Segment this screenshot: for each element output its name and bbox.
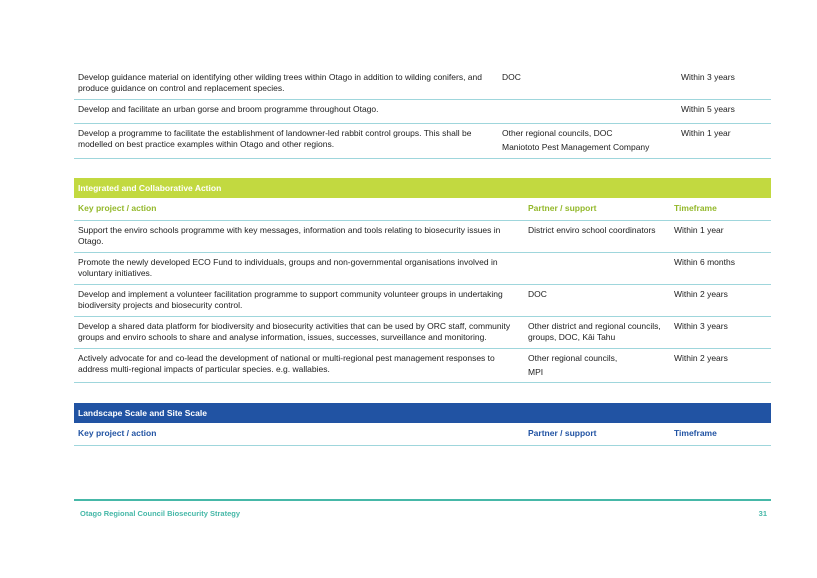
header-timeframe: Timeframe <box>674 428 717 438</box>
table-row <box>74 253 771 285</box>
timeframe-cell: Within 2 years <box>674 353 728 363</box>
partner-cell: District enviro school coordinators <box>528 225 656 235</box>
table-row <box>74 221 771 253</box>
footer-divider <box>74 499 771 501</box>
timeframe-cell: Within 1 year <box>674 225 724 235</box>
partner-cell <box>524 353 670 382</box>
table-row <box>74 317 771 349</box>
table-row <box>74 285 771 317</box>
action-cell: Develop a programme to facilitate the establishment of landowner-led rabbit control groups. This shall be modelled on best practice examples within Otago and other regions. <box>78 128 472 149</box>
top-table <box>74 72 771 159</box>
partner-line: Other regional councils, <box>528 353 618 363</box>
action-cell: Develop a shared data platform for biodiversity and biosecurity activities that can be used by ORC staff, community groups and enviro schools to share and analyse information, issues, successes, surveillance and monitoring. <box>78 321 511 342</box>
partner-cell: Other district and regional councils, groups, DOC, Kāi Tahu <box>528 321 661 342</box>
table-row <box>74 349 771 383</box>
timeframe-cell: Within 5 years <box>681 104 735 114</box>
partner-cell <box>498 128 677 158</box>
timeframe-cell: Within 2 years <box>674 289 728 299</box>
section-title: Landscape Scale and Site Scale <box>74 403 771 423</box>
section-title: Integrated and Collaborative Action <box>74 178 771 198</box>
header-partner: Partner / support <box>528 428 597 438</box>
action-cell: Develop and implement a volunteer facilitation programme to support community volunteer groups in undertaking biodiversity projects and biosecurity control. <box>78 289 503 310</box>
table-row <box>74 100 771 124</box>
partner-line: MPI <box>528 367 544 377</box>
timeframe-cell: Within 6 months <box>674 257 735 267</box>
timeframe-cell: Within 3 years <box>681 72 735 82</box>
action-cell: Actively advocate for and co-lead the development of national or multi-regional pest management responses to address multi-regional impacts of particular species. e.g. wallabies. <box>78 353 495 374</box>
partner-line: Maniototo Pest Management Company <box>502 142 650 152</box>
header-action: Key project / action <box>78 203 157 213</box>
action-cell: Support the enviro schools programme with key messages, information and tools relating to biosecurity issues in Otago. <box>78 225 501 246</box>
integrated-table <box>74 178 771 383</box>
action-cell: Promote the newly developed ECO Fund to individuals, groups and non-governmental organisations involved in voluntary initiatives. <box>78 257 498 278</box>
footer-title: Otago Regional Council Biosecurity Strategy <box>80 509 241 518</box>
table-row <box>74 124 771 159</box>
partner-cell: DOC <box>528 289 547 299</box>
action-cell: Develop guidance material on identifying other wilding trees within Otago in addition to wilding conifers, and produce guidance on control and replacement species. <box>78 72 482 93</box>
header-action: Key project / action <box>78 428 157 438</box>
partner-cell <box>498 104 677 123</box>
timeframe-cell: Within 1 year <box>681 128 731 138</box>
table-row <box>74 72 771 100</box>
partner-line: Other regional councils, DOC <box>502 128 613 138</box>
header-timeframe: Timeframe <box>674 203 717 213</box>
table-header <box>74 198 771 221</box>
partner-cell <box>524 257 670 284</box>
timeframe-cell: Within 3 years <box>674 321 728 331</box>
landscape-table <box>74 403 771 446</box>
header-partner: Partner / support <box>528 203 597 213</box>
partner-cell: DOC <box>502 72 521 82</box>
table-header <box>74 423 771 446</box>
page-number: 31 <box>758 509 767 518</box>
action-cell: Develop and facilitate an urban gorse and broom programme throughout Otago. <box>78 104 379 114</box>
